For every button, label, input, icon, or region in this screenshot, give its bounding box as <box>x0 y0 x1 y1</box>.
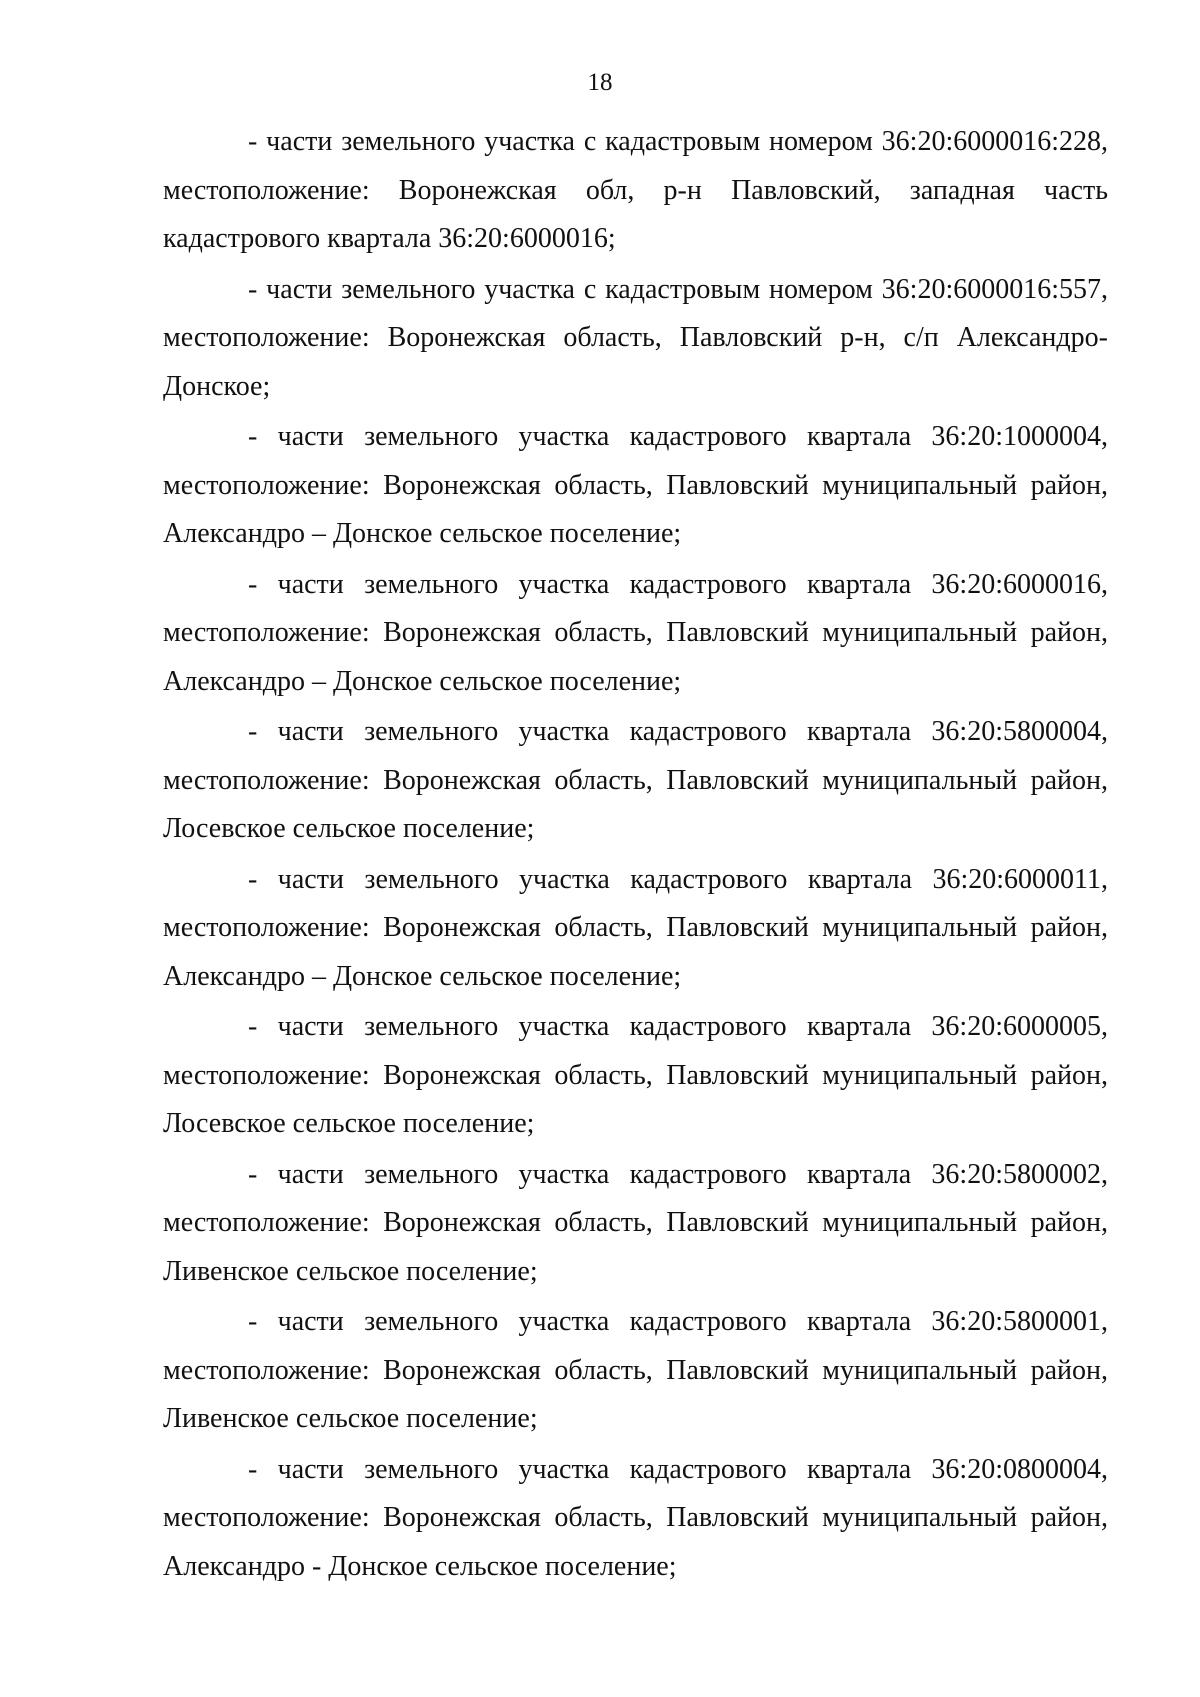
paragraph-4: - части земельного участка кадастрового квартала 36:20:6000016, местоположение: Воронежская область, Павловский муниципальный район, Александро – Донское сельское поселение; <box>163 568 1108 697</box>
document-body <box>163 118 1108 1593</box>
paragraph-7: - части земельного участка кадастрового квартала 36:20:6000005, местоположение: Воронежская область, Павловский муниципальный район, Лосевское сельское поселение; <box>163 1011 1108 1139</box>
paragraph-6: - части земельного участка кадастрового квартала 36:20:6000011, местоположение: Воронежская область, Павловский муниципальный район, Александро – Донское сельское поселение; <box>163 863 1108 992</box>
paragraph-9: - части земельного участка кадастрового квартала 36:20:5800001, местоположение: Воронежская область, Павловский муниципальный район, Ливенское сельское поселение; <box>163 1306 1108 1434</box>
paragraph-1: - части земельного участка с кадастровым номером 36:20:6000016:228, местоположение: Воронежская обл, р-н Павловский, западная часть кадастрового квартала 36:20:6000016; <box>163 126 1108 254</box>
paragraph-10: - части земельного участка кадастрового квартала 36:20:0800004, местоположение: Воронежская область, Павловский муниципальный район, Александро - Донское сельское поселение; <box>163 1453 1108 1582</box>
paragraph-5: - части земельного участка кадастрового квартала 36:20:5800004, местоположение: Воронежская область, Павловский муниципальный район, Лосевское сельское поселение; <box>163 716 1108 844</box>
paragraph-2: - части земельного участка с кадастровым номером 36:20:6000016:557, местоположение: Воронежская область, Павловский р-н, с/п Александро-Донское; <box>163 273 1108 402</box>
paragraph-8: - части земельного участка кадастрового квартала 36:20:5800002, местоположение: Воронежская область, Павловский муниципальный район, Ливенское сельское поселение; <box>163 1158 1108 1287</box>
paragraph-3: - части земельного участка кадастрового квартала 36:20:1000004, местоположение: Воронежская область, Павловский муниципальный район, Александро – Донское сельское поселение; <box>163 421 1108 549</box>
page-number: 18 <box>587 69 613 96</box>
